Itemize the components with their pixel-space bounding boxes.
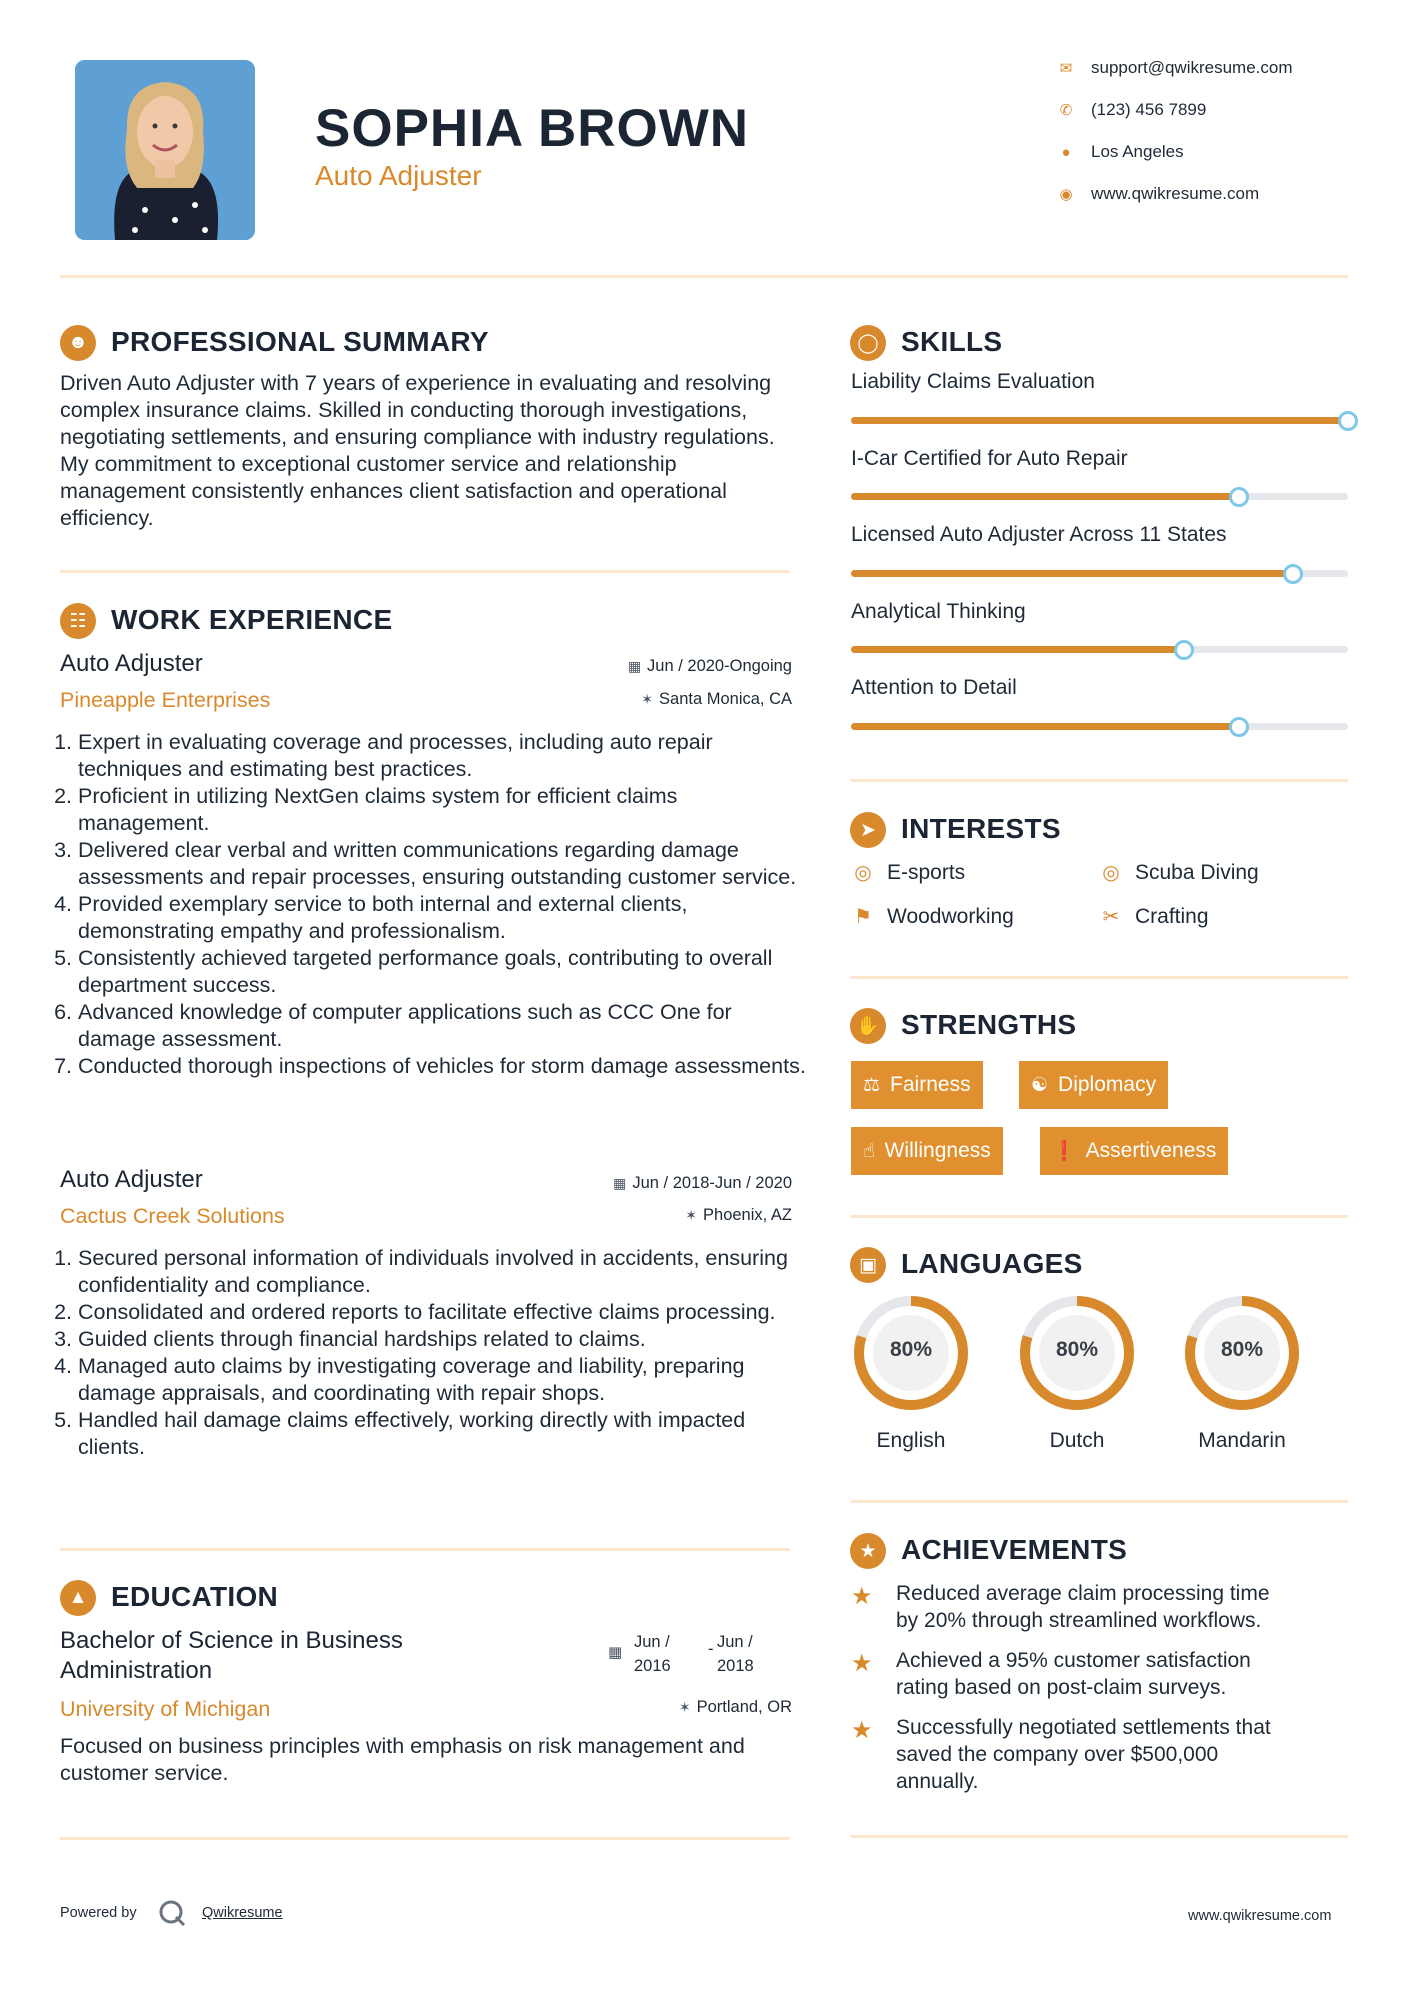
skill-bar-fill — [851, 570, 1293, 577]
skill-bar-fill — [851, 417, 1348, 424]
language-label: Dutch — [1049, 1429, 1105, 1452]
achievements-divider — [851, 1835, 1348, 1838]
job-1-title: Auto Adjuster — [60, 650, 203, 677]
skill-bar — [851, 570, 1348, 577]
interest-item: ◎ E-sports — [851, 860, 965, 885]
interest-item: ◎ Scuba Diving — [1099, 860, 1259, 885]
megaphone-icon: ⚑ — [854, 906, 872, 928]
skill-label: Attention to Detail — [851, 676, 1017, 699]
skill-bar — [851, 646, 1348, 653]
contact-phone[interactable]: ✆ (123) 456 7899 — [1055, 100, 1206, 120]
skill-bar-fill — [851, 493, 1239, 500]
skills-heading: SKILLS — [901, 326, 1003, 357]
calendar-icon: ▦ — [627, 658, 642, 674]
lifebuoy-icon: ◎ — [854, 862, 872, 884]
skill-bar-fill — [851, 723, 1239, 730]
globe-icon: ◉ — [1059, 186, 1073, 203]
skill-bar-fill — [851, 646, 1184, 653]
skill-bar — [851, 493, 1348, 500]
envelope-icon: ✉ — [1059, 60, 1073, 77]
experience-heading: WORK EXPERIENCE — [111, 604, 393, 635]
thumbs-up-icon: ☝ — [863, 1140, 875, 1162]
job-2-title: Auto Adjuster — [60, 1166, 203, 1193]
skills-divider — [851, 779, 1348, 782]
skill-label: Licensed Auto Adjuster Across 11 States — [851, 523, 1227, 546]
footer-website[interactable]: www.qwikresume.com — [1188, 1908, 1332, 1924]
list-item: 2. Proficient in utilizing NextGen claims system for efficient claims management. — [78, 783, 813, 837]
lightbulb-icon: ◯ — [850, 325, 886, 361]
job-1-dates: ▦ Jun / 2020-Ongoing — [627, 657, 792, 675]
briefcase-icon: ☷ — [60, 603, 96, 639]
contact-email[interactable]: ✉ support@qwikresume.com — [1055, 58, 1293, 78]
list-item: 4. Provided exemplary service to both internal and external clients, demonstrating empathy and professionalism. — [78, 891, 813, 945]
star-icon: ★ — [851, 1717, 873, 1744]
languages-heading: LANGUAGES — [901, 1248, 1083, 1279]
star-icon: ★ — [851, 1583, 873, 1610]
strengths-heading: STRENGTHS — [901, 1009, 1077, 1040]
job-2-location: ✶ Phoenix, AZ — [685, 1206, 792, 1224]
skill-label: Analytical Thinking — [851, 600, 1026, 623]
strength-tag: ☝ Willingness — [851, 1127, 1003, 1175]
education-date-dash: - — [708, 1640, 714, 1658]
achievement-item: Successfully negotiated settlements that saved the company over $500,000 annually. — [896, 1716, 1271, 1793]
scale-icon: ⚖ — [863, 1074, 881, 1096]
candidate-title: Auto Adjuster — [315, 160, 482, 191]
job-2-company: Cactus Creek Solutions — [60, 1204, 285, 1228]
list-item: 5. Consistently achieved targeted performance goals, contributing to overall department success. — [78, 945, 813, 999]
paper-plane-icon: ➤ — [850, 812, 886, 848]
language-percent: 80% — [1220, 1338, 1264, 1361]
strength-tag: ☯ Diplomacy — [1019, 1061, 1168, 1109]
skill-label: Liability Claims Evaluation — [851, 370, 1095, 393]
list-item: 3. Delivered clear verbal and written communications regarding damage assessments and repair processes, ensuring outstanding customer service. — [78, 837, 813, 891]
school-name: University of Michigan — [60, 1697, 271, 1721]
star-badge-icon: ★ — [850, 1533, 886, 1569]
education-location: ✶ Portland, OR — [678, 1698, 792, 1716]
education-end: Jun / 2018 — [717, 1633, 754, 1675]
handshake-icon: ☯ — [1031, 1074, 1049, 1096]
job-1-company: Pineapple Enterprises — [60, 688, 271, 712]
summary-heading: PROFESSIONAL SUMMARY — [111, 326, 489, 357]
strength-tag: ⚖ Fairness — [851, 1061, 983, 1109]
candidate-name: SOPHIA BROWN — [315, 99, 750, 158]
education-heading: EDUCATION — [111, 1581, 279, 1612]
list-item: 2. Consolidated and ordered reports to facilitate effective claims processing. — [78, 1299, 813, 1326]
scissors-icon: ✂ — [1102, 906, 1120, 928]
summary-divider — [60, 570, 790, 573]
skill-bar-knob — [1174, 640, 1194, 660]
summary-text: Driven Auto Adjuster with 7 years of experience in evaluating and resolving complex insurance claims. Skilled in conducting thorough investigations, negotiating settlements, and ensuring compliance with industry regulations. My commitment to exceptional customer service and relationship management consistently enhances client satisfaction and operational efficiency. — [60, 371, 775, 530]
language-label: English — [876, 1429, 946, 1452]
star-icon: ★ — [851, 1650, 873, 1677]
job-2-dates: ▦ Jun / 2018-Jun / 2020 — [613, 1174, 792, 1192]
list-item: 4. Managed auto claims by investigating coverage and liability, preparing damage appraisals, and coordinating with repair shops. — [78, 1353, 813, 1407]
exclamation-icon: ❗ — [1052, 1141, 1076, 1162]
powered-by-label: Powered by — [60, 1905, 137, 1921]
skill-bar — [851, 723, 1348, 730]
job-1-bullets — [60, 729, 813, 1080]
phone-icon: ✆ — [1059, 102, 1073, 119]
achievements-heading: ACHIEVEMENTS — [901, 1534, 1128, 1565]
language-percent: 80% — [1055, 1338, 1099, 1361]
map-pin-icon: ● — [1061, 144, 1071, 161]
language-percent: 80% — [889, 1338, 933, 1361]
list-item: 3. Guided clients through financial hardships related to claims. — [78, 1326, 813, 1353]
pin-icon: ✶ — [685, 1207, 698, 1223]
education-divider — [60, 1837, 790, 1840]
skill-bar-knob — [1229, 487, 1249, 507]
header-divider — [60, 275, 1348, 278]
job-1-location: ✶ Santa Monica, CA — [641, 690, 792, 708]
job-2-bullets — [60, 1245, 813, 1461]
strengths-divider — [851, 1215, 1348, 1218]
list-item: 1. Secured personal information of individuals involved in accidents, ensuring confidentiality and compliance. — [78, 1245, 813, 1299]
interest-item: ⚑ Woodworking — [851, 904, 1014, 929]
pin-icon: ✶ — [641, 691, 654, 707]
degree-line-2: Administration — [60, 1657, 213, 1684]
languages-divider — [851, 1500, 1348, 1503]
skill-bar-knob — [1283, 564, 1303, 584]
list-item: 7. Conducted thorough inspections of vehicles for storm damage assessments. — [78, 1053, 813, 1080]
contact-website[interactable]: ◉ www.qwikresume.com — [1055, 184, 1259, 204]
calendar-icon: ▦ — [613, 1175, 627, 1191]
interests-divider — [851, 976, 1348, 979]
qwikresume-logo-icon — [157, 1898, 187, 1928]
education-start: Jun / 2016 — [634, 1633, 671, 1675]
language-label: Mandarin — [1198, 1429, 1286, 1452]
degree-line-1: Bachelor of Science in Business — [60, 1627, 403, 1654]
language-card-icon: ▣ — [850, 1247, 886, 1283]
contact-location: ● Los Angeles — [1055, 142, 1184, 162]
lifebuoy-icon: ◎ — [1102, 862, 1120, 884]
skill-bar — [851, 417, 1348, 424]
strength-tag: ❗ Assertiveness — [1040, 1127, 1228, 1175]
list-item: 5. Handled hail damage claims effectively, working directly with impacted clients. — [78, 1407, 813, 1461]
achievement-item: Achieved a 95% customer satisfaction rating based on post-claim surveys. — [896, 1649, 1251, 1699]
interests-heading: INTERESTS — [901, 813, 1061, 844]
pin-icon: ✶ — [678, 1699, 691, 1715]
skill-bar-knob — [1229, 717, 1249, 737]
fist-icon: ✋ — [850, 1008, 886, 1044]
skill-label: I-Car Certified for Auto Repair — [851, 447, 1128, 470]
qwikresume-link[interactable]: Qwikresume — [202, 1905, 283, 1921]
interest-item: ✂ Crafting — [1099, 904, 1209, 929]
calendar-icon: ▦ — [608, 1644, 623, 1661]
education-description: Focused on business principles with emphasis on risk management and customer service. — [60, 1734, 745, 1785]
graduation-cap-icon: ▲ — [60, 1580, 96, 1616]
profile-photo — [75, 60, 255, 240]
list-item: 1. Expert in evaluating coverage and processes, including auto repair techniques and estimating best practices. — [78, 729, 813, 783]
experience-divider — [60, 1548, 790, 1551]
list-item: 6. Advanced knowledge of computer applications such as CCC One for damage assessment. — [78, 999, 813, 1053]
skill-bar-knob — [1338, 411, 1358, 431]
achievement-item: Reduced average claim processing time by 20% through streamlined workflows. — [896, 1582, 1270, 1632]
person-icon: ☻ — [60, 325, 96, 361]
